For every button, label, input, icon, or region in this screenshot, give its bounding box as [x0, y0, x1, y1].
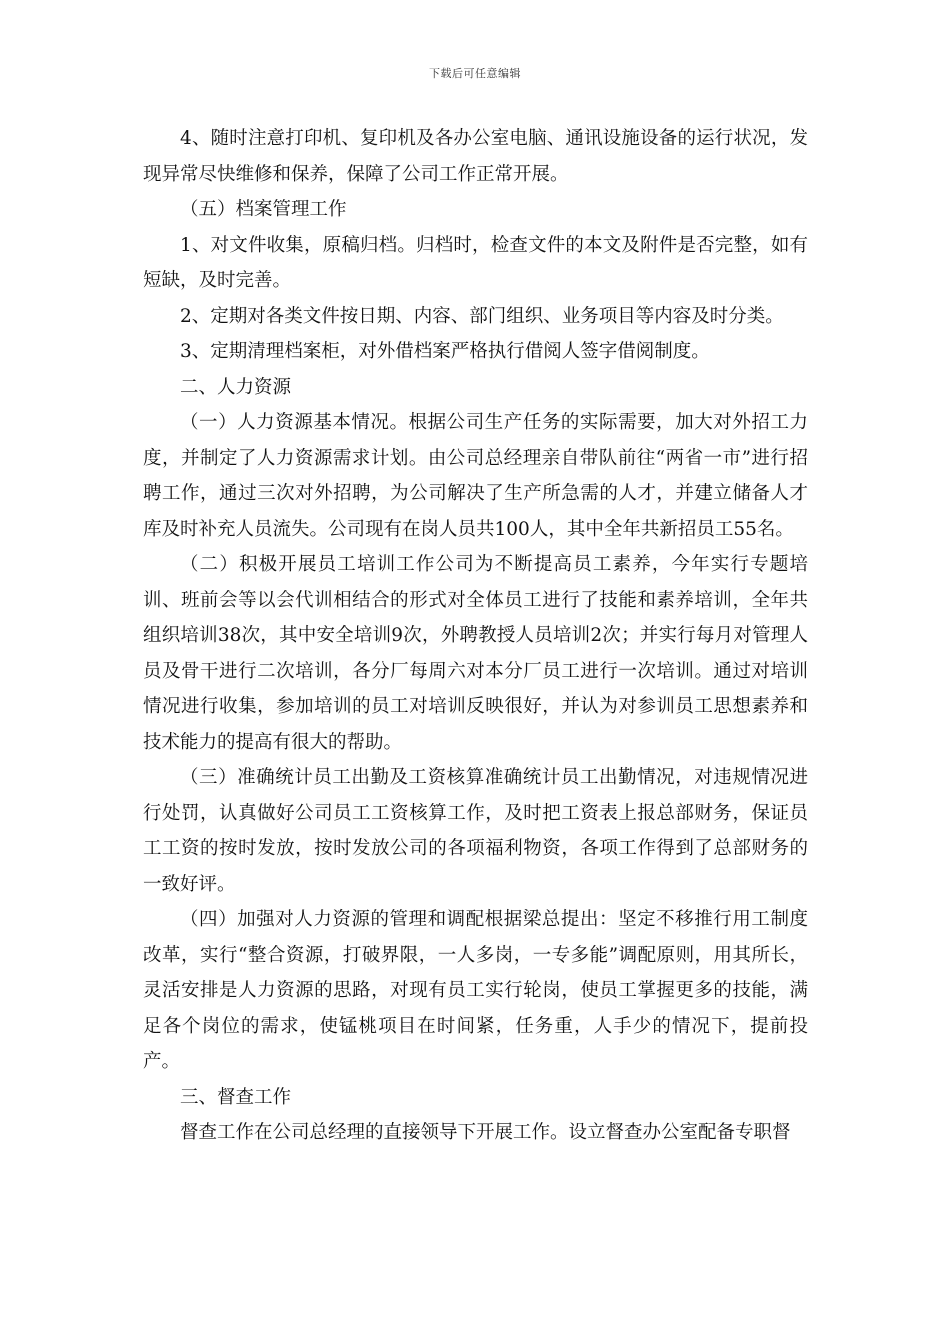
paragraph-hr-training: （二）积极开展员工培训工作公司为不断提高员工素养，今年实行专题培训、班前会等以会代训相结合的形式对全体员工进行了技能和素养培训，全年共组织培训38次，其中安全培训9次，外聘教授人员培训2次；并实行每月对管理人员及骨干进行二次培训，各分厂每周六对本分厂员工进行一次培训。通过对培训情况进行收集，参加培训的员工对培训反映很好，并认为对参训员工思想素养和技术能力的提高有很大的帮助。: [143, 554, 808, 753]
section-heading-archive: （五）档案管理工作: [180, 199, 347, 220]
paragraph-hr-attendance: （三）准确统计员工出勤及工资核算准确统计员工出勤情况，对违规情况进行处罚，认真做好公司员工工资核算工作，及时把工资表上报总部财务，保证员工工资的按时发放，按时发放公司的各项福利物资，各项工作得到了总部财务的一致好评。: [143, 767, 808, 895]
paragraph-item-4: 4、随时注意打印机、复印机及各办公室电脑、通讯设施设备的运行状况，发现异常尽快维修和保养，保障了公司工作正常开展。: [143, 128, 808, 185]
paragraph-archive-item-3: 3、定期清理档案柜，对外借档案严格执行借阅人签字借阅制度。: [180, 341, 710, 362]
paragraph-hr-basic: （一）人力资源基本情况。根据公司生产任务的实际需要，加大对外招工力度，并制定了人力资源需求计划。由公司总经理亲自带队前往“两省一市”进行招聘工作，通过三次对外招聘，为公司解决了生产所急需的人才，并建立储备人才库及时补充人员流失。公司现有在岗人员共100人，其中全年共新招员工55名。: [143, 412, 808, 540]
paragraph-archive-item-1: 1、对文件收集，原稿归档。归档时，检查文件的本文及附件是否完整，如有短缺，及时完善。: [143, 234, 808, 291]
paragraph-hr-allocation: （四）加强对人力资源的管理和调配根据梁总提出：坚定不移推行用工制度改革，实行“整合资源，打破界限，一人多岗，一专多能”调配原则，用其所长，灵活安排是人力资源的思路，对现有员工实行轮岗，使员工掌握更多的技能，满足各个岗位的需求，使锰桃项目在时间紧，任务重，人手少的情况下，提前投产。: [143, 909, 808, 1072]
section-heading-hr: 二、人力资源: [180, 376, 292, 398]
paragraph-archive-item-2: 2、定期对各类文件按日期、内容、部门组织、业务项目等内容及时分类。: [180, 305, 784, 327]
paragraph-supervision: 督查工作在公司总经理的直接领导下开展工作。设立督查办公室配备专职督: [180, 1122, 791, 1143]
section-heading-supervision: 三、督查工作: [180, 1086, 292, 1108]
document-body: [143, 121, 808, 1151]
page-header-note: 下载后可任意编辑: [429, 67, 521, 80]
